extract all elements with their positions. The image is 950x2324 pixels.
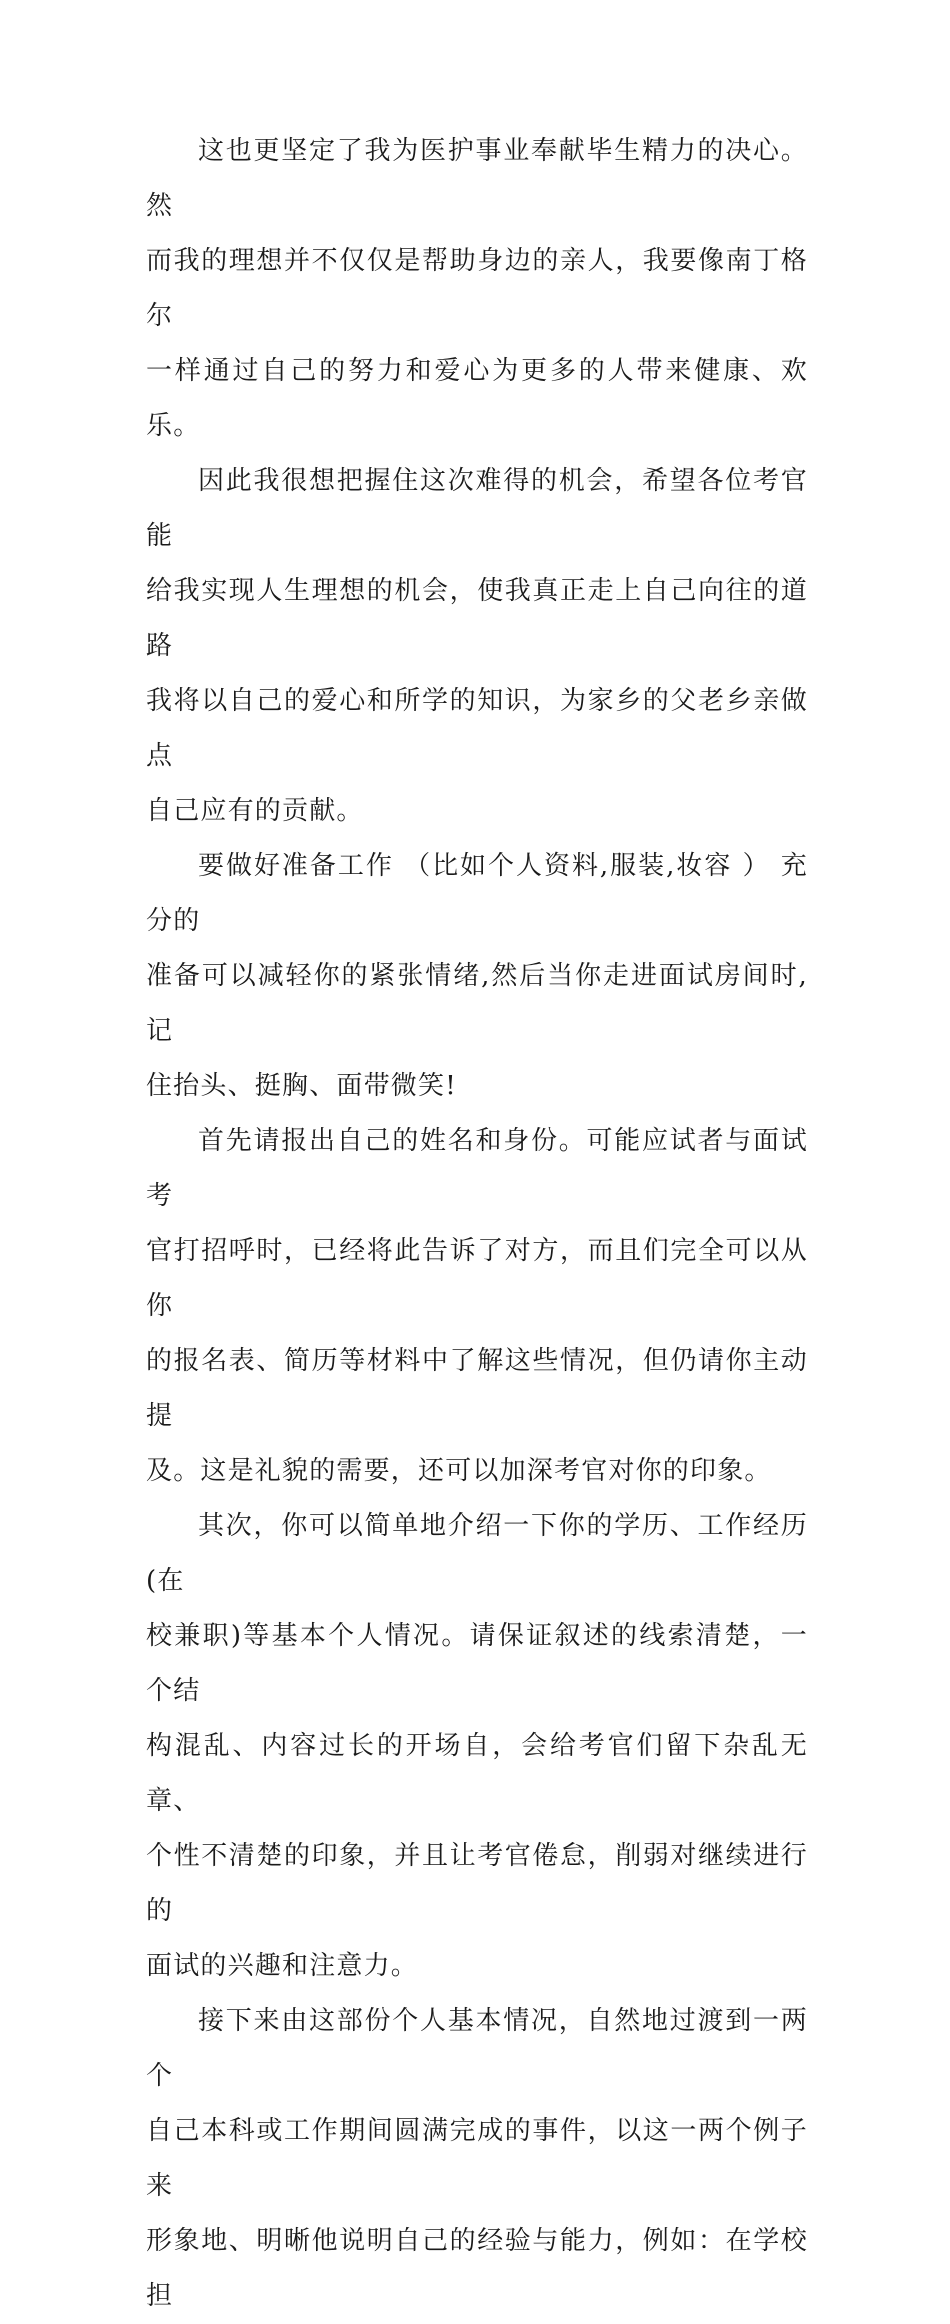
paragraph-2: 因此我很想把握住这次难得的机会，希望各位考官能 给我实现人生理想的机会，使我真正走上自己向往的道路 我将以自己的爱心和所学的知识，为家乡的父老乡亲做点 自己应有的贡献。 [146, 466, 808, 826]
paragraph-6: 接下来由这部份个人基本情况，自然地过渡到一两个 自己本科或工作期间圆满完成的事件，以这一两个例子来 形象地、明晰他说明自己的经验与能力，例如：在学校担 [146, 2006, 808, 2311]
paragraph-4: 首先请报出自己的姓名和身份。可能应试者与面试考 官打招呼时，已经将此告诉了对方，而且们完全可以从你 的报名表、简历等材料中了解这些情况，但仍请你主动提 及。这是礼貌的需要，还可以加深考官对你的印象。 [146, 1126, 808, 1486]
paragraph-3: 要做好准备工作 （比如个人资料,服装,妆容 ） 充分的 准备可以减轻你的紧张情绪,然后当你走进面试房间时,记 住抬头、挺胸、面带微笑! [146, 851, 808, 1101]
document-body [146, 124, 808, 2324]
paragraph-5: 其次，你可以简单地介绍一下你的学历、工作经历(在 校兼职)等基本个人情况。请保证叙述的线索清楚，一个结 构混乱、内容过长的开场自，会给考官们留下杂乱无章、 个性不清楚的印象，并且让考官倦怠，削弱对继续进行的 面试的兴趣和注意力。 [146, 1511, 808, 1981]
paragraph-1: 这也更坚定了我为医护事业奉献毕生精力的决心。然 而我的理想并不仅仅是帮助身边的亲人，我要像南丁格尔 一样通过自己的努力和爱心为更多的人带来健康、欢乐。 [146, 136, 808, 441]
